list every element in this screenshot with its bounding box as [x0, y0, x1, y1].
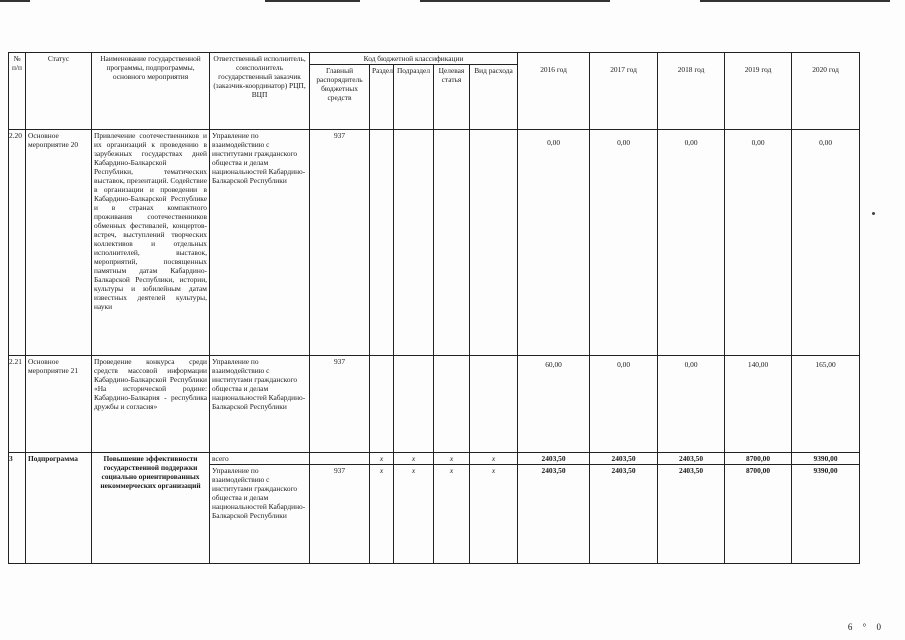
row-num: 2.20 — [9, 129, 26, 355]
row-num: 2.21 — [9, 355, 26, 452]
page-mark: 6 ° 0 — [847, 622, 885, 632]
row-csr — [434, 129, 470, 355]
row-podrazdel: x — [394, 452, 434, 464]
table-row — [9, 129, 860, 355]
row-value-2016: 2403,50 — [518, 452, 590, 464]
row-value-2018: 0,00 — [658, 355, 725, 452]
scan-top-line — [420, 0, 610, 2]
row-value-2017: 2403,50 — [590, 452, 658, 464]
col-header-kbk: Код бюджетной классификации — [310, 53, 518, 65]
row-csr — [434, 355, 470, 452]
row-value-2020: 9390,00 — [792, 464, 860, 563]
row-podrazdel — [394, 129, 434, 355]
col-header-num: № п/п — [9, 53, 26, 130]
scan-top-line — [0, 0, 30, 2]
row-value-2016: 60,00 — [518, 355, 590, 452]
row-vr — [470, 129, 518, 355]
row-value-2020: 0,00 — [792, 129, 860, 355]
budget-table — [8, 52, 860, 564]
row-value-2017: 0,00 — [590, 355, 658, 452]
row-value-2019: 8700,00 — [725, 464, 792, 563]
col-header-year-2020: 2020 год — [792, 53, 860, 130]
row-value-2018: 2403,50 — [658, 452, 725, 464]
col-header-year-2018: 2018 год — [658, 53, 725, 130]
row-vr — [470, 355, 518, 452]
col-header-csr: Целевая статья — [434, 65, 470, 130]
row-name: Проведение конкурса среди средств массовой информации Кабардино-Балкарской Республики «На исторической родине: Кабардино-Балкария - республика дружбы и согласия» — [92, 355, 210, 452]
row-value-2020: 9390,00 — [792, 452, 860, 464]
col-header-podrazdel: Подраздел — [394, 65, 434, 130]
row-total-label: всего — [210, 452, 310, 464]
row-status: Подпрограмма — [26, 452, 92, 563]
row-grbs: 937 — [310, 129, 370, 355]
row-executor: Управление по взаимодействию с институтами гражданского общества и делам национальностей Кабардино-Балкарской Республики — [210, 355, 310, 452]
row-podrazdel: x — [394, 464, 434, 563]
row-value-2016: 2403,50 — [518, 464, 590, 563]
col-header-year-2019: 2019 год — [725, 53, 792, 130]
col-header-program: Наименование государственной программы, подпрограммы, основного мероприятия — [92, 53, 210, 130]
row-razdel — [370, 129, 394, 355]
row-executor: Управление по взаимодействию с институтами гражданского общества и делам национальностей Кабардино-Балкарской Республики — [210, 129, 310, 355]
row-razdel: x — [370, 464, 394, 563]
header-row — [9, 53, 860, 65]
col-header-status: Статус — [26, 53, 92, 130]
row-value-2019: 0,00 — [725, 129, 792, 355]
row-value-2020: 165,00 — [792, 355, 860, 452]
row-csr: x — [434, 452, 470, 464]
table-row — [9, 355, 860, 452]
row-name: Повышение эффективности государственной поддержки социально ориентированных некоммерческих организаций — [92, 452, 210, 563]
col-header-grbs: Главный распорядитель бюджетных средств — [310, 65, 370, 130]
row-num: 3 — [9, 452, 26, 563]
row-value-2018: 0,00 — [658, 129, 725, 355]
row-value-2019: 140,00 — [725, 355, 792, 452]
row-grbs: 937 — [310, 464, 370, 563]
col-header-razdel: Раздел — [370, 65, 394, 130]
row-value-2016: 0,00 — [518, 129, 590, 355]
scan-top-line — [700, 0, 890, 2]
col-header-vr: Вид расхода — [470, 65, 518, 130]
row-csr: x — [434, 464, 470, 563]
row-grbs — [310, 452, 370, 464]
col-header-year-2016: 2016 год — [518, 53, 590, 130]
scan-top-line — [265, 0, 360, 2]
col-header-executor: Ответственный исполнитель, соисполнитель государственный заказчик (заказчик-координатор) РЦП, ВЦП — [210, 53, 310, 130]
row-status: Основное мероприятие 20 — [26, 129, 92, 355]
row-name: Привлечение соотечественников и их организаций к проведению в зарубежных государствах дней Кабардино-Балкарской Республики, тематических выставок, презентаций. Содействие в организации и проведении в Кабардино-Балкарской Республике и в странах компактного проживания соотечественников обменных фестивалей, концертов-встреч, выступлений творческих коллективов и отдельных исполнителей, выставок, мероприятий, посвященных памятным датам Кабардино-Балкарской Республики, истории, культуры и юбилейным датам известных деятелей культуры, науки — [92, 129, 210, 355]
col-header-year-2017: 2017 год — [590, 53, 658, 130]
row-grbs: 937 — [310, 355, 370, 452]
row-status: Основное мероприятие 21 — [26, 355, 92, 452]
row-vr: x — [470, 464, 518, 563]
scan-speck — [872, 212, 875, 215]
row-value-2018: 2403,50 — [658, 464, 725, 563]
row-razdel — [370, 355, 394, 452]
row-executor: Управление по взаимодействию с институтами гражданского общества и делам национальностей Кабардино-Балкарской Республики — [210, 464, 310, 563]
row-value-2017: 2403,50 — [590, 464, 658, 563]
row-vr: x — [470, 452, 518, 464]
row-value-2019: 8700,00 — [725, 452, 792, 464]
row-value-2017: 0,00 — [590, 129, 658, 355]
row-podrazdel — [394, 355, 434, 452]
table-row-total — [9, 452, 860, 464]
row-razdel: x — [370, 452, 394, 464]
